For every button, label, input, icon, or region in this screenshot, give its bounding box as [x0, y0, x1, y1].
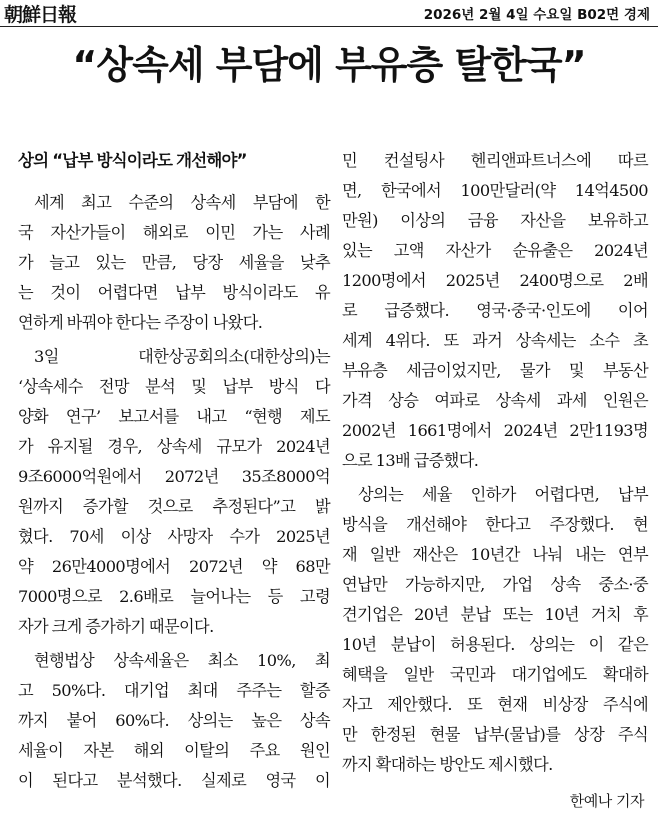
article-line: 2002년 1661명에서 2024년 2만1193명 [342, 421, 648, 440]
article-line: 가격 상승 여파로 상속세 과세 인원은 [342, 391, 648, 410]
article-line: 는 것이 어렵다면 납부 방식이라도 유 [18, 283, 330, 302]
article-line: 민 컨설팅사 헨리앤파트너스에 따르 [342, 151, 648, 170]
masthead [0, 0, 658, 27]
article-line: 약 26만4000명에서 2072년 약 68만 [18, 557, 330, 576]
article-line: 혔다. 70세 이상 사망자 수가 2025년 [18, 527, 330, 546]
article-line: 있는 고액 자산가 순유출은 2024년 [342, 241, 648, 260]
article-line: 10년 분납이 허용된다. 상의는 이 같은 [342, 635, 648, 654]
article-line: 로 급증했다. 영국·중국·인도에 이어 [342, 301, 648, 320]
article-line: 연하게 바꿔야 한다는 주장이 나왔다. [18, 313, 263, 332]
article-line: 부유층 세금이었지만, 물가 및 부동산 [342, 361, 648, 380]
article-line: 이 된다고 분석했다. 실제로 영국 이 [18, 771, 330, 790]
article-line: 면, 한국에서 100만달러(약 14억4500 [342, 181, 648, 200]
newspaper-logo: 朝鮮日報 [4, 4, 77, 26]
article-column-left [18, 146, 330, 796]
article-line: 가 유지될 경우, 상속세 규모가 2024년 [18, 437, 330, 456]
article-line: 세계 최고 수준의 상속세 부담에 한 [34, 193, 330, 212]
article-line: 상의는 세율 인하가 어렵다면, 납부 [358, 485, 648, 504]
article-line: 원까지 증가할 것으로 추정된다”고 밝 [18, 497, 330, 516]
article-line: ‘상속세수 전망 분석 및 납부 방식 다 [18, 377, 330, 396]
article-line: 세율이 자본 해외 이탈의 주요 원인 [18, 741, 330, 760]
article-line: 방식을 개선해야 한다고 주장했다. 현 [342, 515, 648, 534]
article-line: 양화 연구’ 보고서를 내고 “현행 제도 [18, 407, 330, 426]
article-line: 견기업은 20년 분납 또는 10년 거치 후 [342, 605, 648, 624]
subheadline: 상의 “납부 방식이라도 개선해야” [18, 151, 247, 170]
article-line: 으로 13배 급증했다. [342, 451, 479, 470]
article-line: 까지 붙어 60%다. 상의는 높은 상속 [18, 711, 330, 730]
article-column-right [342, 146, 648, 780]
article-line: 만 한정된 현물 납부(물납)를 상장 주식 [342, 725, 648, 744]
article-line: 고 50%다. 대기업 최대 주주는 할증 [18, 681, 330, 700]
article-line: 혜택을 일반 국민과 대기업에도 확대하 [342, 665, 648, 684]
article-line: 세계 4위다. 또 과거 상속세는 소수 초 [342, 331, 648, 350]
article-line: 7000명으로 2.6배로 늘어나는 등 고령 [18, 587, 330, 606]
article-line: 3일 대한상공회의소(대한상의)는 [34, 347, 330, 366]
article-line: 까지 확대하는 방안도 제시했다. [342, 755, 553, 774]
byline: 한예나 기자 [569, 792, 644, 810]
article-line: 가 늘고 있는 만큼, 당장 세율을 낮추 [18, 253, 330, 272]
article-line: 재 일반 재산은 10년간 나눠 내는 연부 [342, 545, 648, 564]
article-line: 자고 제안했다. 또 현재 비상장 주식에 [342, 695, 648, 714]
dateline: 2026년 2월 4일 수요일 B02면 경제 [423, 7, 650, 23]
article-line: 1200명에서 2025년 2400명으로 2배 [342, 271, 648, 290]
article-line: 현행법상 상속세율은 최소 10%, 최 [34, 651, 330, 670]
article-line: 만원) 이상의 금융 자산을 보유하고 [342, 211, 648, 230]
headline: “상속세 부담에 부유층 탈한국” [72, 43, 586, 87]
article-line: 9조6000억원에서 2072년 35조8000억 [18, 467, 330, 486]
article-line: 국 자산가들이 해외로 이민 가는 사례 [18, 223, 330, 242]
article-line: 자가 크게 증가하기 때문이다. [18, 617, 214, 636]
article-line: 연납만 가능하지만, 가업 상속 중소·중 [342, 575, 648, 594]
